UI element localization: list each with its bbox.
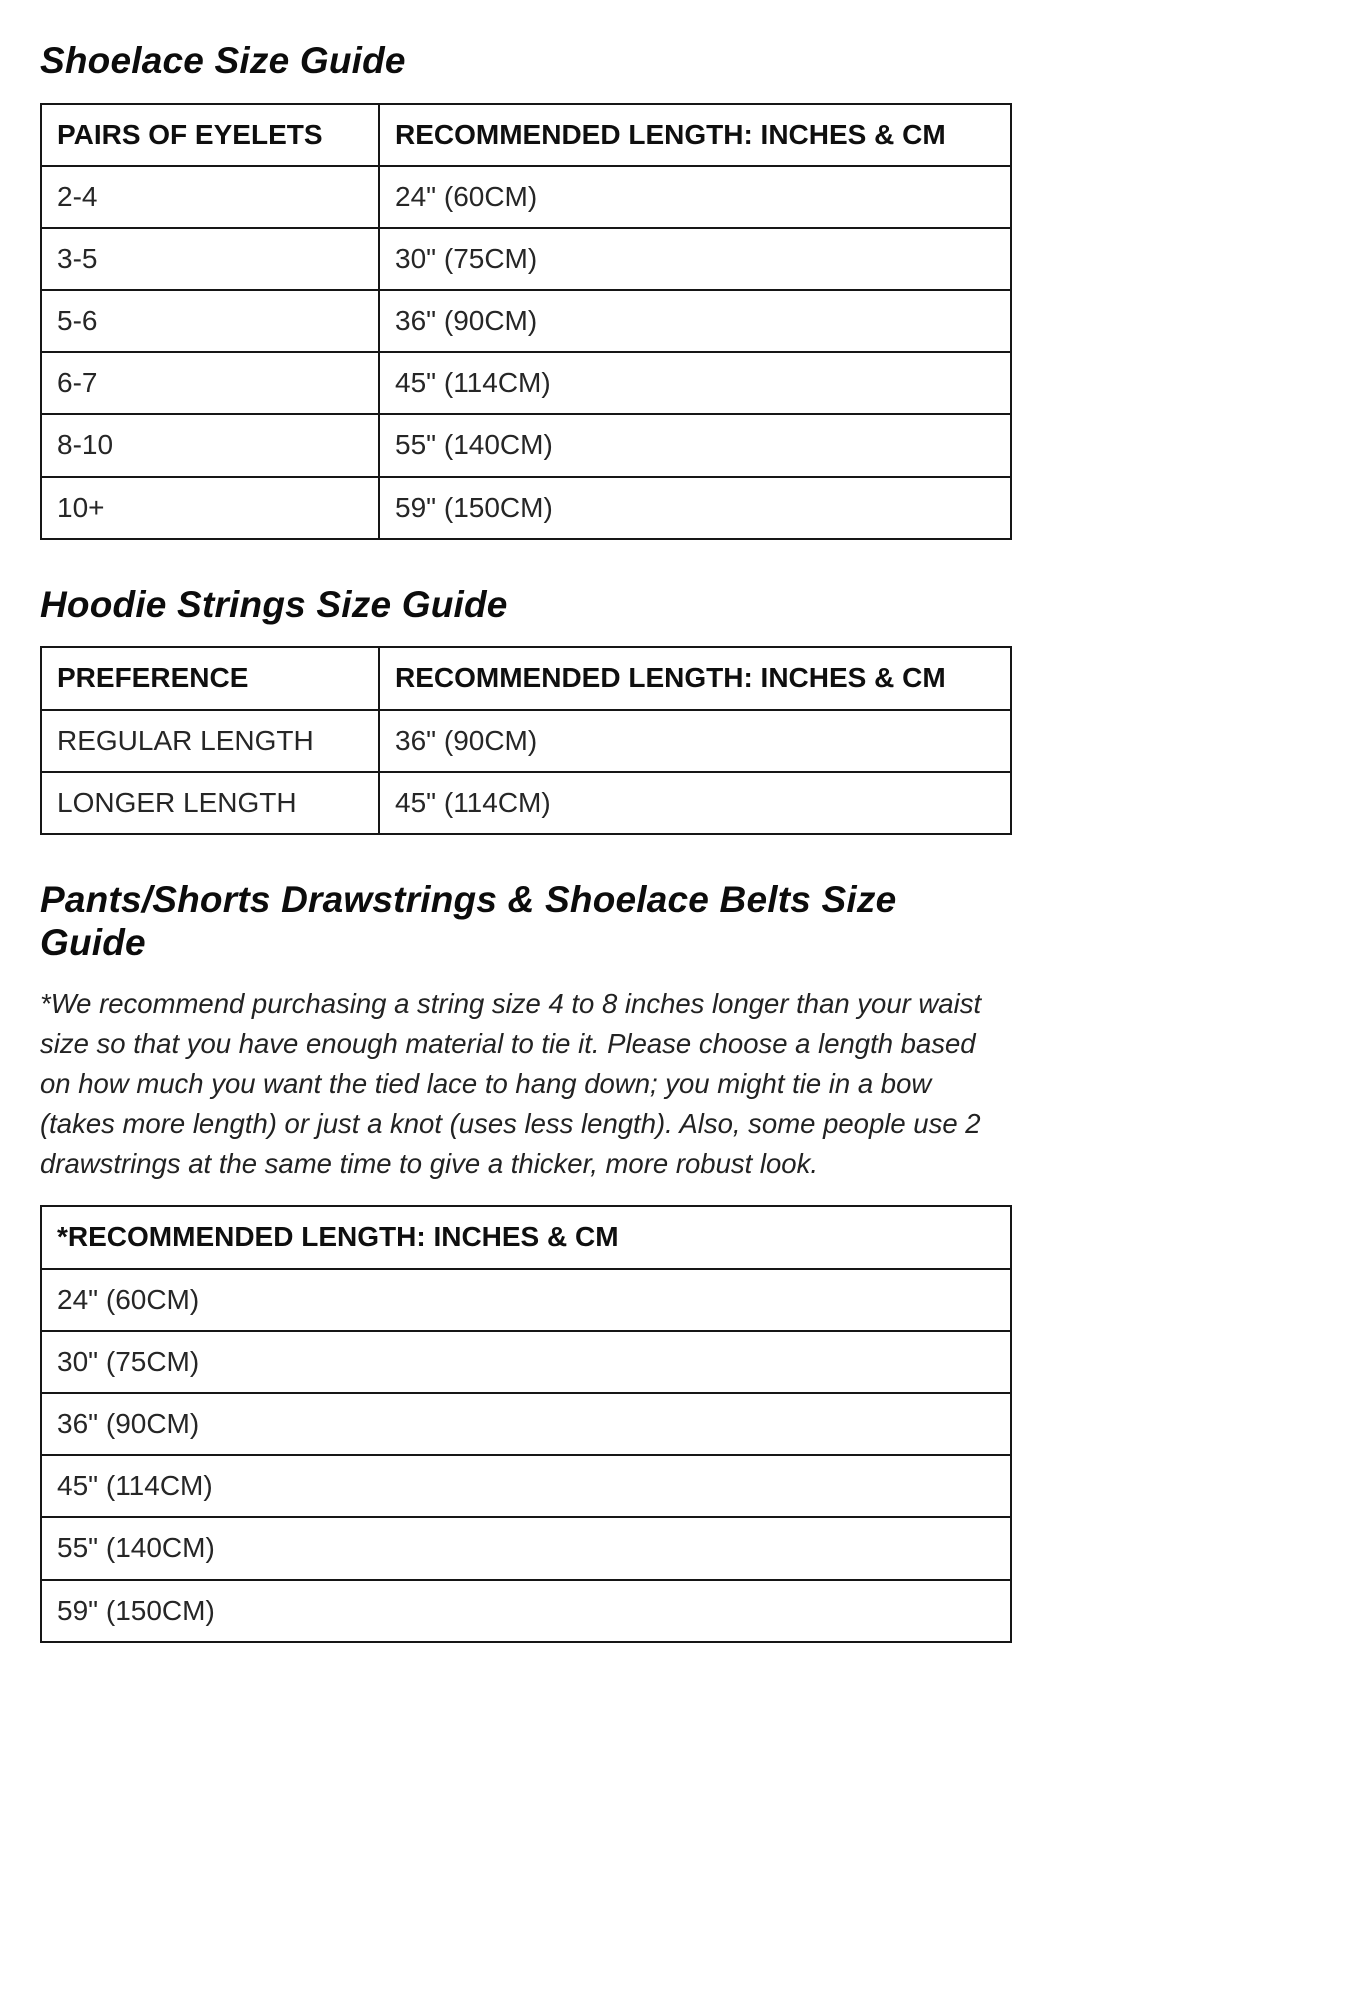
cell-length: 45" (114CM) — [379, 352, 1011, 414]
table-row — [41, 1580, 1011, 1642]
table-header-row — [41, 104, 1011, 166]
cell-length: 55" (140CM) — [379, 414, 1011, 476]
table-row — [41, 1331, 1011, 1393]
cell-preference: REGULAR LENGTH — [41, 710, 379, 772]
drawstrings-size-table — [40, 1205, 1012, 1642]
table-header-row — [41, 1206, 1011, 1268]
column-header-pairs-of-eyelets: PAIRS OF EYELETS — [41, 104, 379, 166]
column-header-recommended-length: *RECOMMENDED LENGTH: INCHES & CM — [41, 1206, 1011, 1268]
cell-length: 36" (90CM) — [379, 710, 1011, 772]
section-title-hoodie-strings: Hoodie Strings Size Guide — [40, 583, 508, 625]
table-row — [41, 166, 1011, 228]
table-row — [41, 1393, 1011, 1455]
shoelace-size-table — [40, 103, 1012, 540]
table-row — [41, 710, 1011, 772]
drawstrings-recommendation-note: *We recommend purchasing a string size 4 to 8 inches longer than your waist size so that you have enough material to tie it. Please choose a length based on how much you want the tied lace to hang down; you might tie in a bow (takes more length) or just a knot (uses less length). Also, some people use 2 drawstrings at the same time to give a thicker, more robust look. — [40, 988, 982, 1179]
cell-length: 55" (140CM) — [41, 1517, 1011, 1579]
table-row — [41, 1269, 1011, 1331]
cell-length: 36" (90CM) — [41, 1393, 1011, 1455]
cell-length: 45" (114CM) — [41, 1455, 1011, 1517]
cell-length: 30" (75CM) — [41, 1331, 1011, 1393]
column-header-preference: PREFERENCE — [41, 647, 379, 709]
cell-eyelets: 3-5 — [41, 228, 379, 290]
column-header-recommended-length: RECOMMENDED LENGTH: INCHES & CM — [379, 647, 1011, 709]
section-hoodie-strings — [40, 584, 1012, 835]
cell-eyelets: 10+ — [41, 477, 379, 539]
hoodie-strings-size-table — [40, 646, 1012, 835]
table-row — [41, 228, 1011, 290]
cell-eyelets: 5-6 — [41, 290, 379, 352]
table-row — [41, 772, 1011, 834]
table-row — [41, 1455, 1011, 1517]
cell-length: 24" (60CM) — [379, 166, 1011, 228]
cell-preference: LONGER LENGTH — [41, 772, 379, 834]
size-guide-content — [40, 40, 1012, 1643]
section-shoelace — [40, 40, 1012, 540]
section-title-shoelace: Shoelace Size Guide — [40, 40, 406, 81]
cell-length: 36" (90CM) — [379, 290, 1011, 352]
cell-eyelets: 6-7 — [41, 352, 379, 414]
table-row — [41, 414, 1011, 476]
cell-eyelets: 2-4 — [41, 166, 379, 228]
table-row — [41, 352, 1011, 414]
table-row — [41, 290, 1011, 352]
cell-length: 59" (150CM) — [379, 477, 1011, 539]
cell-length: 24" (60CM) — [41, 1269, 1011, 1331]
cell-eyelets: 8-10 — [41, 414, 379, 476]
table-row — [41, 477, 1011, 539]
cell-length: 59" (150CM) — [41, 1580, 1011, 1642]
section-title-drawstrings: Pants/Shorts Drawstrings & Shoelace Belts Size Guide — [40, 878, 897, 963]
section-drawstrings — [40, 879, 1012, 1643]
table-header-row — [41, 647, 1011, 709]
table-row — [41, 1517, 1011, 1579]
cell-length: 30" (75CM) — [379, 228, 1011, 290]
cell-length: 45" (114CM) — [379, 772, 1011, 834]
column-header-recommended-length: RECOMMENDED LENGTH: INCHES & CM — [379, 104, 1011, 166]
